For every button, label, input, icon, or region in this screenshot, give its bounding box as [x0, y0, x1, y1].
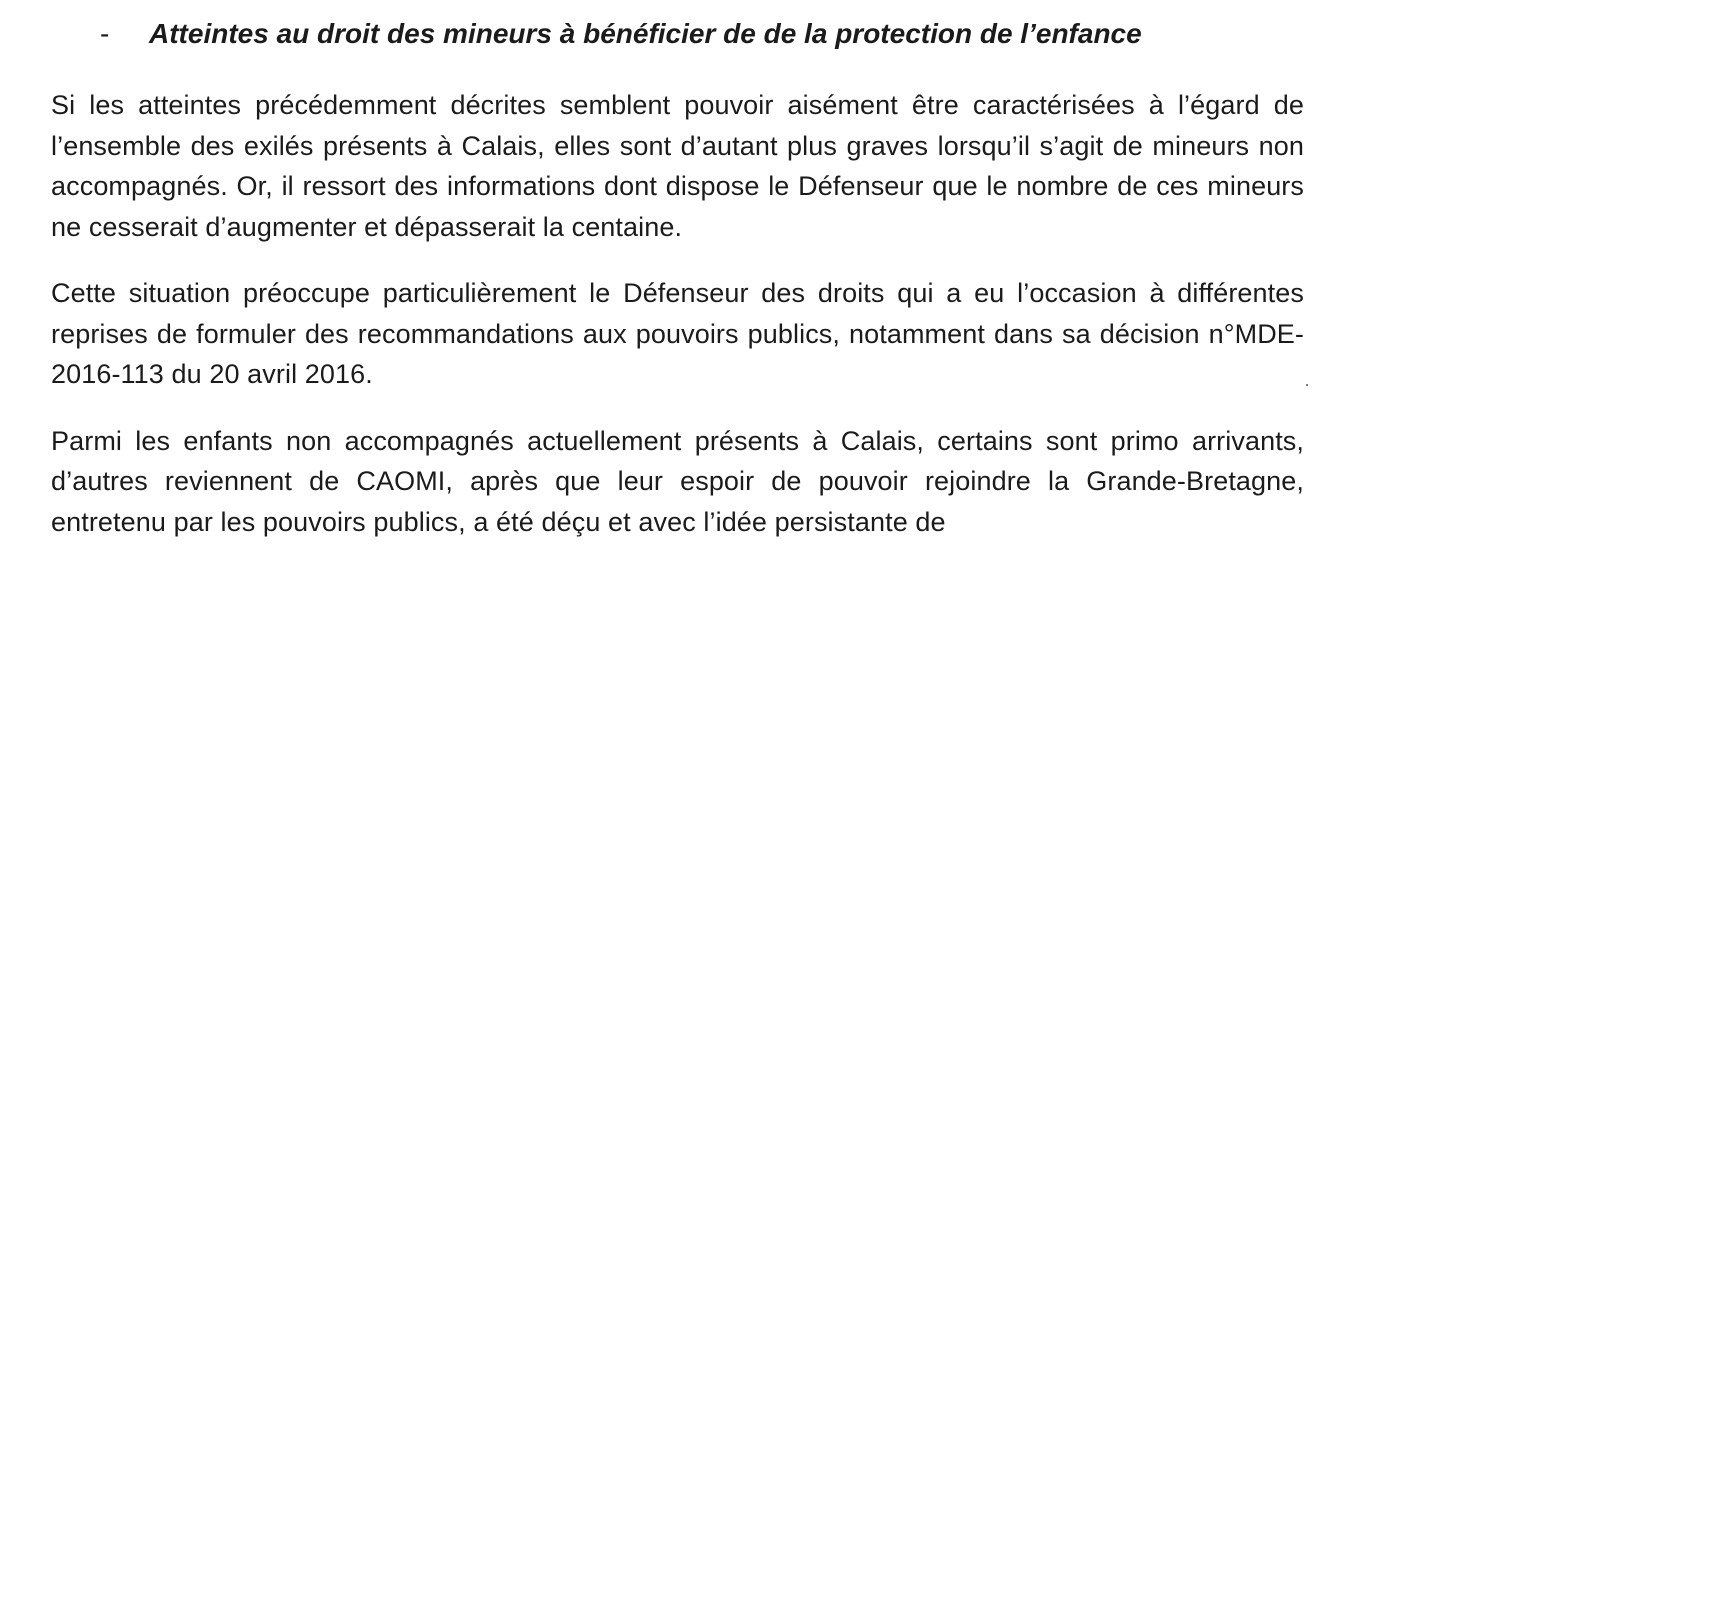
section-heading	[51, 12, 1304, 56]
document-page	[51, 12, 1304, 568]
scan-speck	[1306, 384, 1308, 386]
paragraph-1: Si les atteintes précédemment décrites semblent pouvoir aisément être caractérisées à l’égard de l’ensemble des exilés présents à Calais, elles sont d’autant plus graves lorsqu’il s’agit de mineurs non accompagnés. Or, il ressort des informations dont dispose le Défenseur que le nombre de ces mineurs ne cesserait d’augmenter et dépasserait la centaine.	[51, 90, 1304, 242]
paragraph-2: Cette situation préoccupe particulièrement le Défenseur des droits qui a eu l’occasion à différentes reprises de formuler des recommandations aux pouvoirs publics, notamment dans sa décision n°MDE-2016-113 du 20 avril 2016.	[51, 278, 1304, 389]
heading-bullet: -	[100, 18, 110, 49]
heading-title: Atteintes au droit des mineurs à bénéficier de de la protection de l’enfance	[149, 18, 1142, 49]
paragraph-3: Parmi les enfants non accompagnés actuellement présents à Calais, certains sont primo arrivants, d’autres reviennent de CAOMI, après que leur espoir de pouvoir rejoindre la Grande-Bretagne, entretenu par les pouvoirs publics, a été déçu et avec l’idée persistante de	[51, 425, 1304, 537]
